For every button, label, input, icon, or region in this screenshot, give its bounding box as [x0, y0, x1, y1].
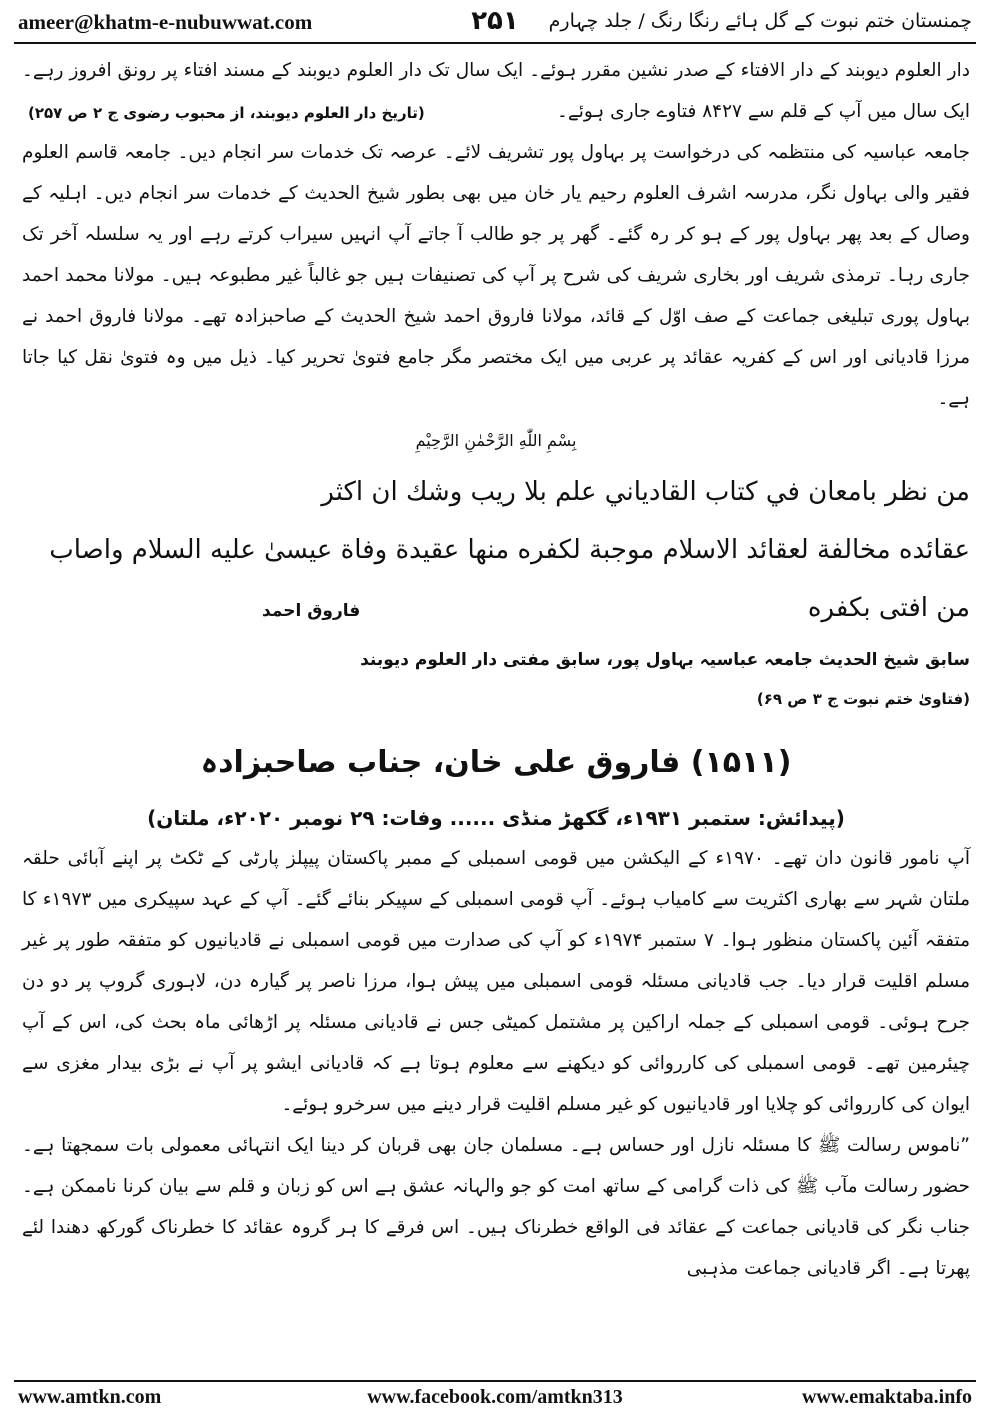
- footer-link-left[interactable]: www.amtkn.com: [18, 1386, 162, 1408]
- header-rule: [14, 42, 976, 44]
- book-title: چمنستان ختم نبوت کے گل ہائے رنگا رنگ / جلد چہارم: [548, 10, 972, 32]
- bismillah: بِسْمِ اللّٰهِ الرَّحْمٰنِ الرَّحِيْمِ: [415, 431, 577, 450]
- page-footer: [14, 1386, 976, 1414]
- footer-rule: [14, 1380, 976, 1382]
- signature-title: سابق شیخ الحدیث جامعہ عباسیہ بہاول پور، سابق مفتی دار العلوم دیوبند: [360, 650, 970, 670]
- page-header: [14, 6, 976, 40]
- reference-1: (تاریخ دار العلوم دیوبند، از محبوب رضوی ج ۲ ص ۲۵۷): [28, 104, 425, 122]
- section-heading: (۱۵۱۱) فاروق علی خان، جناب صاحبزادہ: [200, 745, 792, 780]
- arabic-fatwa-line-1: من نظر بامعان في كتاب القادياني علم بلا ريب وشك ان اكثر: [321, 477, 970, 507]
- paragraph-2: جامعہ عباسیہ کی منتظمہ کی درخواست پر بہاول پور تشریف لائے۔ عرصہ تک خدمات سر انجام دیں۔ جامعہ قاسم العلوم فقیر والی بہاول نگر، مدرسہ اشرف العلوم رحیم یار خان میں بھی بطور شیخ الحدیث کے خدمات سر انجام دیں۔ اہلیہ کے وصال کے بعد پھر بہاول پور کے ہو کر رہ گئے۔ گھر پر جو طالب آ جاتے آپ انہیں سیراب کرتے رہے اور یہ سلسلہ آخر تک جاری رہا۔ ترمذی شریف اور بخاری شریف کی شرح پر آپ کی تصنیفات ہیں جو غالباً غیر مطبوعہ ہیں۔ مولانا محمد احمد بہاول پوری تبلیغی جماعت کے صف اوّل کے قائد، مولانا فاروق احمد شیخ الحدیث کے صاحبزادہ تھے۔ مولانا فاروق احمد نے مرزا قادیانی اور اس کے کفریہ عقائد پر عربی میں ایک مختصر مگر جامع فتویٰ تحریر کیا۔ ذیل میں وہ فتویٰ نقل کیا جاتا ہے۔: [22, 142, 970, 409]
- paragraph-4: ”ناموس رسالت ﷺ کا مسئلہ نازل اور حساس ہے۔ مسلمان جان بھی قربان کر دینا ایک انتہائی معمولی بات سمجھتا ہے۔ حضور رسالت مآب ﷺ کی ذات گرامی کے ساتھ امت کو جو والہانہ عشق ہے اس کو زبان و قلم سے بیان کرنا ناممکن ہے۔ جناب نگر کی قادیانی جماعت کے عقائد فی الواقع خطرناک ہیں۔ اس فرقے کا ہر گروہ عقائد کا خطرناک گورکھ دھندا لئے پھرتا ہے۔ اگر قادیانی جماعت مذہبی: [22, 1135, 970, 1279]
- arabic-fatwa-line-3-row: [22, 579, 970, 640]
- signature-name: فاروق احمد: [262, 601, 361, 621]
- signature-reference: (فتاویٰ ختم نبوت ج ۳ ص ۶۹): [756, 690, 970, 708]
- footer-link-right[interactable]: www.emaktaba.info: [801, 1386, 972, 1408]
- footer-link-center[interactable]: www.facebook.com/amtkn313: [367, 1386, 623, 1408]
- arabic-fatwa-line-2: عقائده مخالفة لعقائد الاسلام موجبة لكفره منها عقيدة وفاة عيسىٰ عليه السلام واصاب: [49, 535, 970, 565]
- paragraph-1: دار العلوم دیوبند کے دار الافتاء کے صدر نشین مقرر ہوئے۔ ایک سال تک دار العلوم دیوبند کے مسند افتاء پر رونق افروز رہے۔ ایک سال میں آپ کے قلم سے ۸۴۲۷ فتاوے جاری ہوئے۔: [22, 60, 970, 122]
- arabic-fatwa-line-3: من افتى بكفره: [807, 593, 970, 623]
- section-subheading: (پیدائش: ستمبر ۱۹۳۱ء، گکھڑ منڈی ...... وفات: ۲۹ نومبر ۲۰۲۰ء، ملتان): [147, 806, 845, 830]
- paragraph-3: آپ نامور قانون دان تھے۔ ۱۹۷۰ء کے الیکشن میں قومی اسمبلی کے ممبر پاکستان پیپلز پارٹی کے ٹکٹ پر اپنے آبائی حلقہ ملتان شہر سے بھاری اکثریت سے کامیاب ہوئے۔ آپ قومی اسمبلی کے سپیکر بنائے گئے۔ آپ کے عہد سپیکری میں ۱۹۷۳ء کا متفقہ آئین پاکستان منظور ہوا۔ ۷ ستمبر ۱۹۷۴ء کو آپ کی صدارت میں قومی اسمبلی نے قادیانیوں کو متفقہ طور پر غیر مسلم اقلیت قرار دیا۔ جب قادیانی مسئلہ قومی اسمبلی میں پیش ہوا، مرزا ناصر پر گیارہ دن، لاہوری گروپ پر دو دن جرح ہوئی۔ قومی اسمبلی کے جملہ اراکین پر مشتمل کمیٹی جس نے قادیانی مسئلہ پر اڑھائی ماہ بحث کی، اس کے آپ چیئرمین تھے۔ قومی اسمبلی کی کارروائی کو دیکھنے سے معلوم ہوتا ہے کہ قادیانی ایشو پر آپ نے بڑی بیدار مغزی سے ایوان کی کارروائی کو چلایا اور قادیانیوں کو غیر مسلم اقلیت قرار دینے میں سرخرو ہوئے۔: [22, 848, 970, 1115]
- page-body: [22, 50, 970, 1289]
- page-number: ۲۵۱: [471, 6, 519, 36]
- header-email: ameer@khatm-e-nubuwwat.com: [18, 10, 313, 34]
